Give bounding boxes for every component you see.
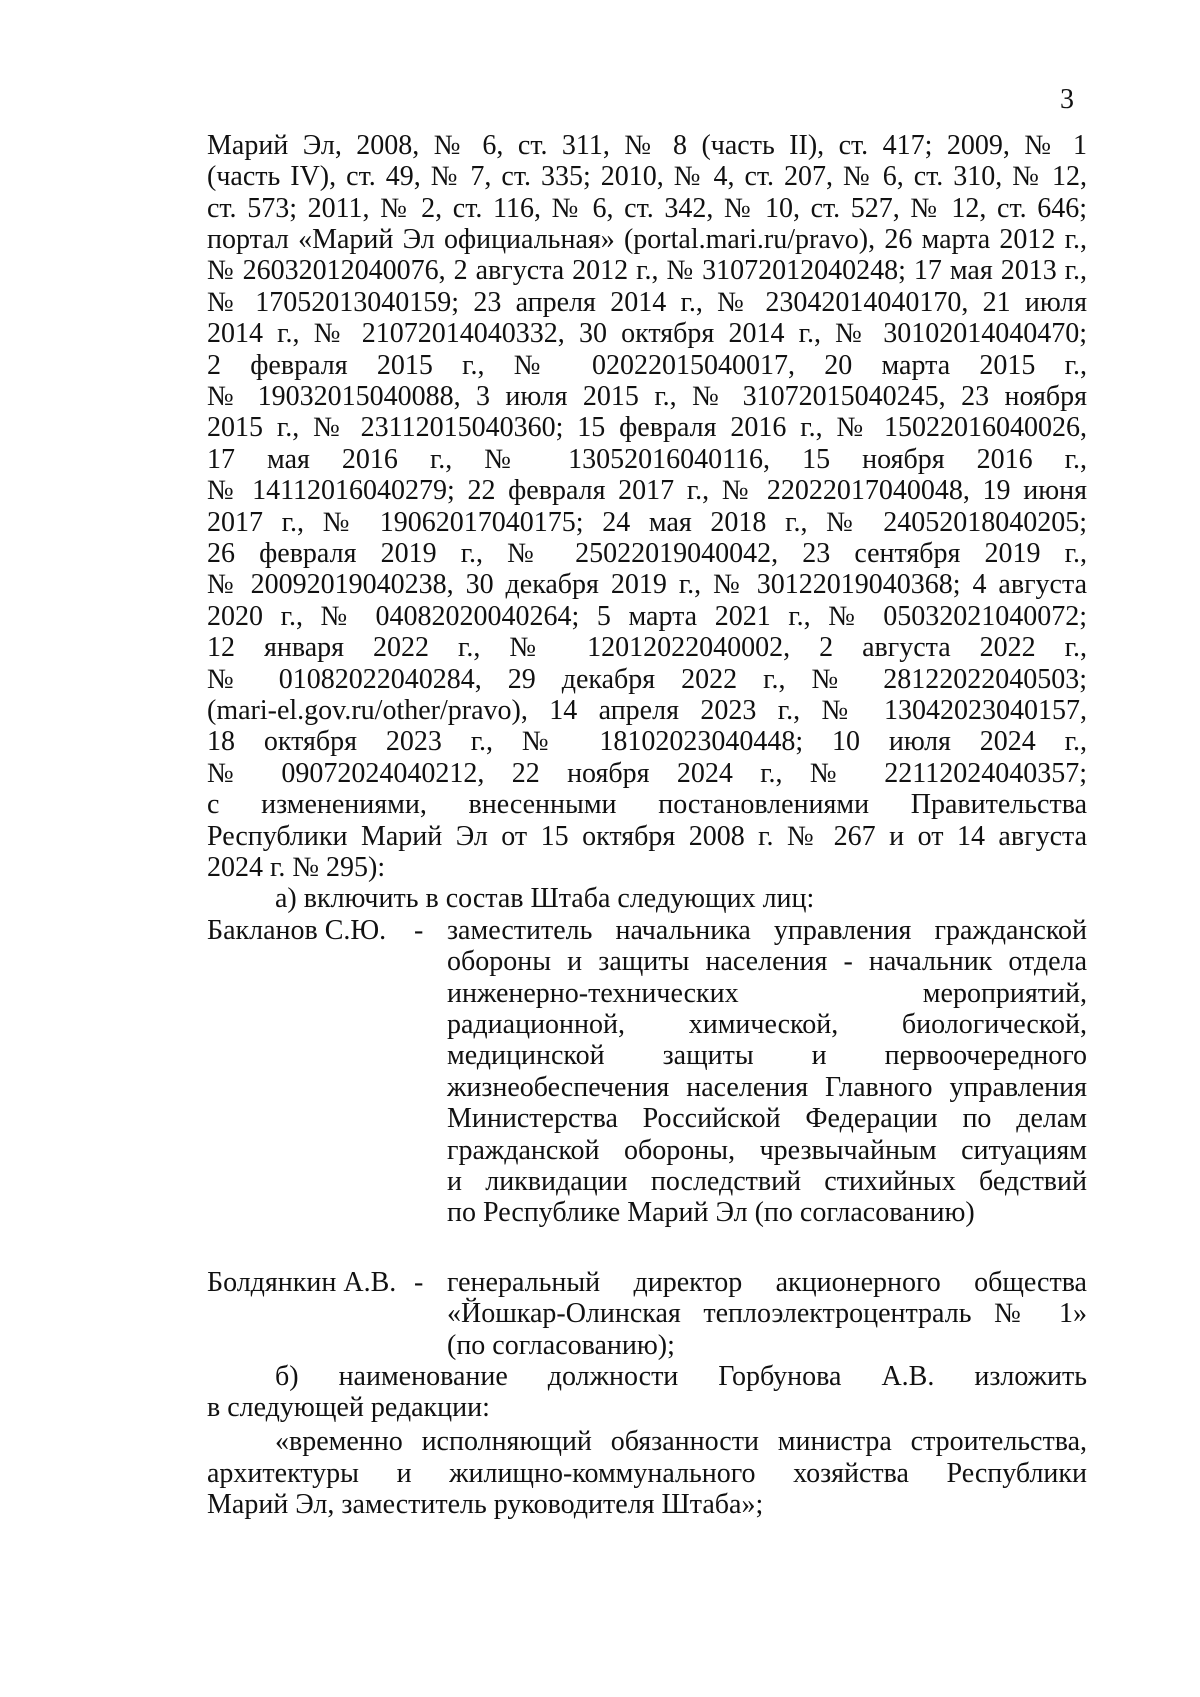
member-position-line: Министерства Российской Федерации по делам <box>447 1103 1087 1134</box>
intro-line: 2020 г., № 04082020040264; 5 марта 2021 г., № 05032021040072; <box>207 601 1087 632</box>
member-position-line: радиационной, химической, биологической, <box>447 1009 1087 1040</box>
intro-line: 26 февраля 2019 г., № 25022019040042, 23 сентября 2019 г., <box>207 538 1087 569</box>
intro-line: 2015 г., № 23112015040360; 15 февраля 2016 г., № 15022016040026, <box>207 412 1087 443</box>
intro-line: 18 октября 2023 г., № 18102023040448; 10 июля 2024 г., <box>207 726 1087 757</box>
item-b-line: б) наименование должности Горбунова А.В. изложить <box>275 1361 1087 1392</box>
member-position-line: гражданской обороны, чрезвычайным ситуациям <box>447 1135 1087 1166</box>
intro-line: Республики Марий Эл от 15 октября 2008 г. № 267 и от 14 августа <box>207 821 1087 852</box>
member-position-line: обороны и защиты населения - начальник отдела <box>447 946 1087 977</box>
intro-line: портал «Марий Эл официальная» (portal.mari.ru/pravo), 26 марта 2012 г., <box>207 224 1087 255</box>
intro-line: № 14112016040279; 22 февраля 2017 г., № 22022017040048, 19 июня <box>207 475 1087 506</box>
item-a: а) включить в состав Штаба следующих лиц: <box>275 883 815 914</box>
quote-line: архитектуры и жилищно-коммунального хозяйства Республики <box>207 1458 1087 1489</box>
intro-line: (mari-el.gov.ru/other/pravo), 14 апреля 2023 г., № 13042023040157, <box>207 695 1087 726</box>
member-position-line: генеральный директор акционерного общества <box>447 1267 1087 1298</box>
intro-line: 17 мая 2016 г., № 13052016040116, 15 ноября 2016 г., <box>207 444 1087 475</box>
member-position-line: заместитель начальника управления гражданской <box>447 915 1087 946</box>
member-position-line: (по согласованию); <box>447 1330 675 1361</box>
quote-line: «временно исполняющий обязанности министра строительства, <box>275 1426 1087 1457</box>
intro-line: Марий Эл, 2008, № 6, ст. 311, № 8 (часть II), ст. 417; 2009, № 1 <box>207 130 1087 161</box>
member-position-line: жизнеобеспечения населения Главного управления <box>447 1072 1087 1103</box>
intro-line: 12 января 2022 г., № 12012022040002, 2 августа 2022 г., <box>207 632 1087 663</box>
page-number: 3 <box>1060 84 1074 115</box>
member-position-line: по Республике Марий Эл (по согласованию) <box>447 1197 975 1228</box>
member-dash: - <box>414 915 424 946</box>
member-position-line: медицинской защиты и первоочередного <box>447 1040 1087 1071</box>
intro-line: ст. 573; 2011, № 2, ст. 116, № 6, ст. 342, № 10, ст. 527, № 12, ст. 646; <box>207 193 1087 224</box>
intro-line: (часть IV), ст. 49, № 7, ст. 335; 2010, № 4, ст. 207, № 6, ст. 310, № 12, <box>207 161 1087 192</box>
intro-line: с изменениями, внесенными постановлениями Правительства <box>207 789 1087 820</box>
member-position-line: «Йошкар-Олинская теплоэлектроцентраль № 1» <box>447 1298 1087 1329</box>
intro-line: № 09072024040212, 22 ноября 2024 г., № 22112024040357; <box>207 758 1087 789</box>
intro-line: 2014 г., № 21072014040332, 30 октября 2014 г., № 30102014040470; <box>207 318 1087 349</box>
quote-line: Марий Эл, заместитель руководителя Штаба»; <box>207 1489 764 1520</box>
member-position-line: инженерно-технических мероприятий, <box>447 978 1087 1009</box>
intro-line: 2024 г. № 295): <box>207 852 386 883</box>
intro-line: № 20092019040238, 30 декабря 2019 г., № 30122019040368; 4 августа <box>207 569 1087 600</box>
intro-line: № 26032012040076, 2 августа 2012 г., № 31072012040248; 17 мая 2013 г., <box>207 255 1087 286</box>
intro-line: 2 февраля 2015 г., № 02022015040017, 20 марта 2015 г., <box>207 350 1087 381</box>
intro-line: 2017 г., № 19062017040175; 24 мая 2018 г., № 24052018040205; <box>207 507 1087 538</box>
member-dash: - <box>414 1267 424 1298</box>
intro-line: № 01082022040284, 29 декабря 2022 г., № 28122022040503; <box>207 664 1087 695</box>
item-b-line: в следующей редакции: <box>207 1392 490 1423</box>
intro-line: № 17052013040159; 23 апреля 2014 г., № 23042014040170, 21 июля <box>207 287 1087 318</box>
member-position-line: и ликвидации последствий стихийных бедствий <box>447 1166 1087 1197</box>
member-name: Бакланов С.Ю. <box>207 915 387 946</box>
intro-line: № 19032015040088, 3 июля 2015 г., № 31072015040245, 23 ноября <box>207 381 1087 412</box>
member-name: Болдянкин А.В. <box>207 1267 397 1298</box>
